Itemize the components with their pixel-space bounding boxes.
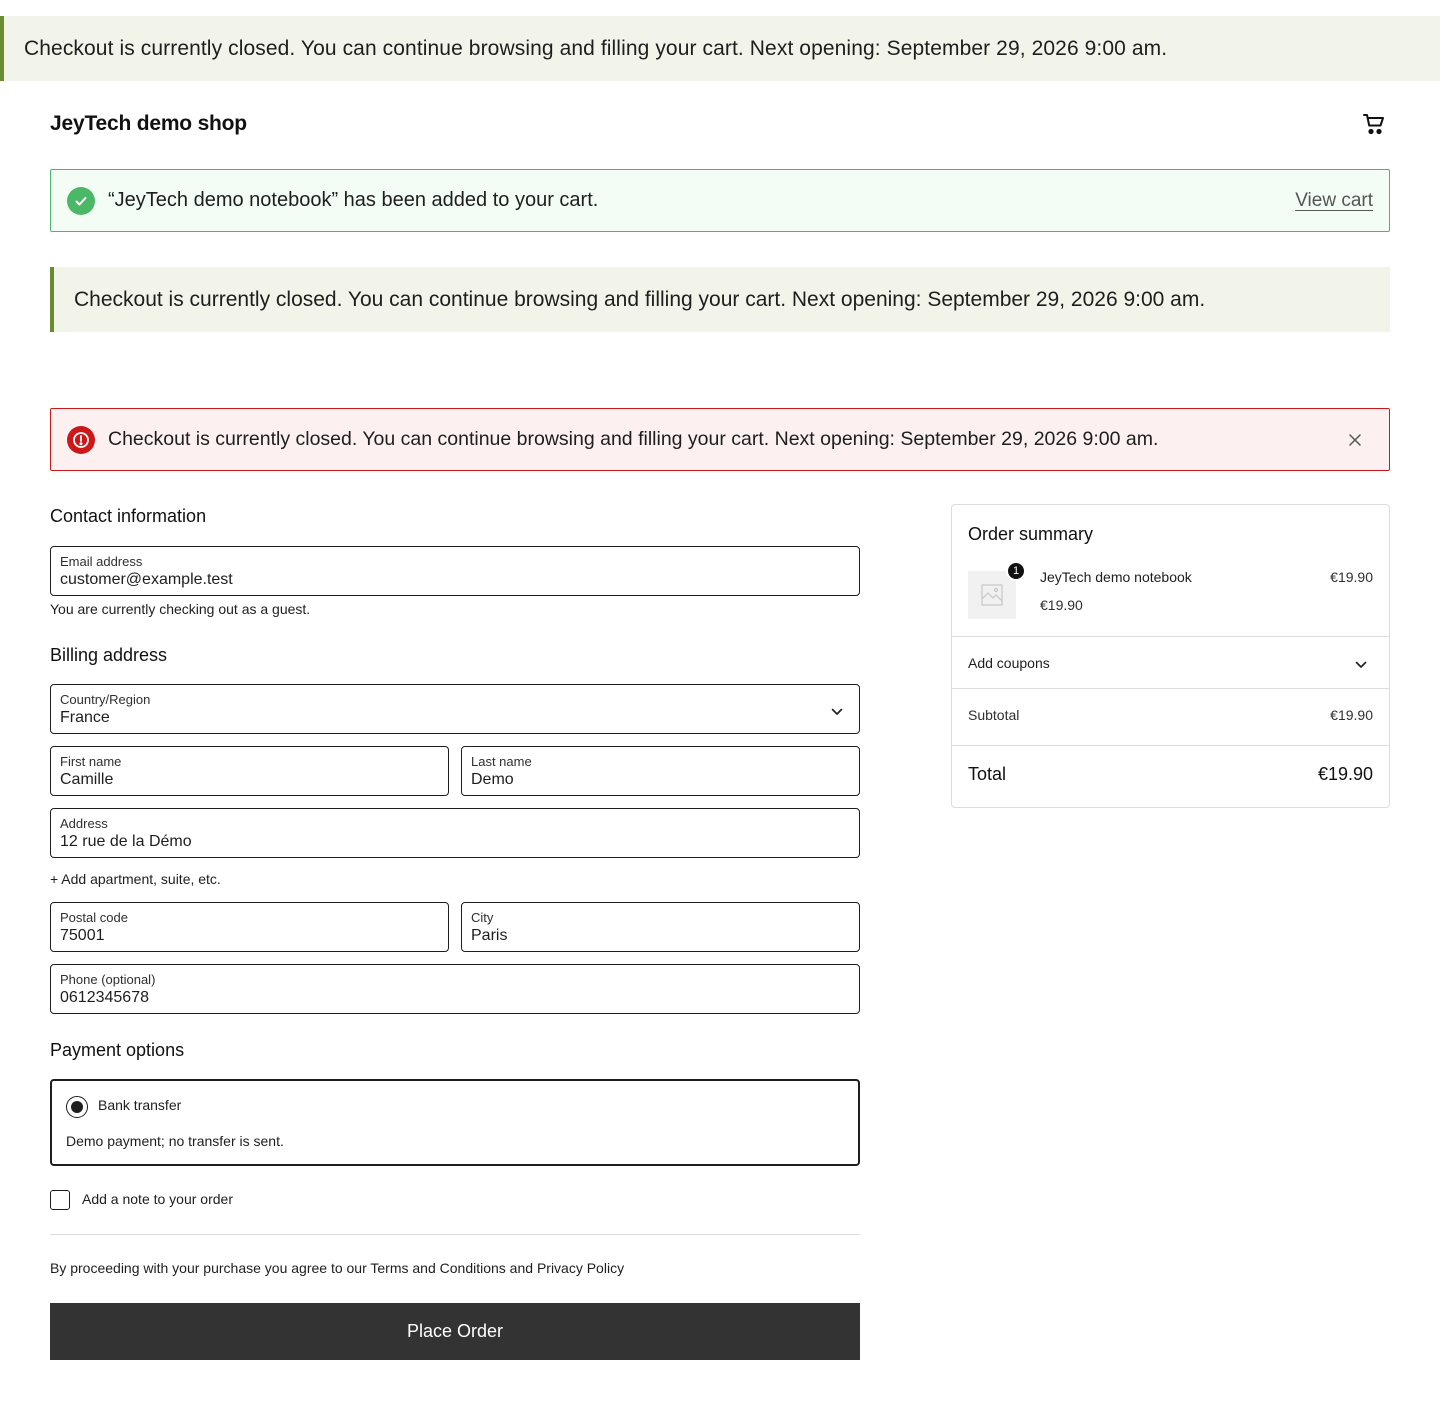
error-message: Checkout is currently closed. You can continue browsing and filling your cart. Next opening: September 29, 2026 9:00 am. (108, 428, 1159, 450)
cart-icon (1362, 112, 1386, 136)
divider (50, 1234, 860, 1235)
phone-field[interactable] (50, 964, 860, 1014)
radio-selected-dot (71, 1101, 83, 1113)
store-notice-text: Checkout is currently closed. You can continue browsing and filling your cart. Next opening: September 29, 2026 9:00 am. (24, 36, 1168, 60)
phone-value[interactable]: 0612345678 (60, 989, 149, 1006)
order-summary-title: Order summary (968, 524, 1094, 544)
phone-label: Phone (optional) (60, 972, 156, 987)
item-line-price: €19.90 (1330, 569, 1373, 585)
postal-code-label: Postal code (60, 910, 128, 925)
first-name-field[interactable] (50, 746, 449, 796)
postal-code-field[interactable] (50, 902, 449, 952)
close-icon[interactable] (1345, 430, 1365, 450)
last-name-field[interactable] (461, 746, 860, 796)
chevron-down-icon[interactable] (831, 703, 843, 721)
country-select[interactable] (50, 684, 860, 734)
payment-method-option[interactable] (50, 1079, 860, 1166)
subtotal-value: €19.90 (1330, 707, 1373, 723)
city-field[interactable] (461, 902, 860, 952)
terms-prefix: By proceeding with your purchase you agree to our (50, 1260, 371, 1276)
terms-link[interactable]: Terms and Conditions (370, 1260, 506, 1276)
checkmark-icon (67, 187, 95, 215)
error-notice (50, 408, 1390, 471)
email-label: Email address (60, 554, 143, 569)
payment-method-description: Demo payment; no transfer is sent. (66, 1133, 284, 1149)
site-header (50, 104, 1390, 144)
placeholder-image-icon (980, 583, 1004, 607)
total-value: €19.90 (1317, 764, 1373, 784)
last-name-label: Last name (471, 754, 532, 769)
payment-radio[interactable] (66, 1096, 88, 1118)
add-coupons-toggle[interactable]: Add coupons (968, 655, 1050, 671)
address-label: Address (60, 816, 108, 831)
address-field[interactable] (50, 808, 860, 858)
store-notice-banner (0, 16, 1440, 81)
cart-button[interactable] (1360, 110, 1388, 138)
summary-divider (952, 745, 1389, 746)
checkout-closed-notice (50, 267, 1390, 332)
privacy-link[interactable]: Privacy Policy (536, 1260, 625, 1276)
item-unit-price: €19.90 (1040, 597, 1083, 613)
terms-middle: and (505, 1260, 537, 1276)
site-title[interactable]: JeyTech demo shop (50, 112, 247, 135)
country-value[interactable]: France (60, 709, 110, 726)
terms-text (50, 1260, 624, 1276)
last-name-value[interactable]: Demo (471, 771, 514, 788)
success-message: “JeyTech demo notebook” has been added to your cart. (108, 189, 599, 211)
total-label: Total (968, 764, 1007, 784)
subtotal-label: Subtotal (968, 707, 1020, 723)
first-name-label: First name (60, 754, 122, 769)
postal-code-value[interactable]: 75001 (60, 927, 105, 944)
item-name: JeyTech demo notebook (1040, 569, 1192, 585)
city-label: City (471, 910, 494, 925)
email-value[interactable]: customer@example.test (60, 571, 233, 588)
add-apartment-link[interactable]: + Add apartment, suite, etc. (50, 871, 221, 887)
order-note-checkbox[interactable] (50, 1190, 70, 1210)
view-cart-link[interactable]: View cart (1295, 189, 1373, 211)
city-value[interactable]: Paris (471, 927, 508, 944)
alert-icon (67, 426, 95, 454)
first-name-value[interactable]: Camille (60, 771, 114, 788)
quantity-badge: 1 (1006, 561, 1026, 581)
summary-divider (952, 636, 1389, 637)
billing-section-title: Billing address (50, 645, 168, 665)
payment-section-title: Payment options (50, 1040, 185, 1060)
summary-divider (952, 688, 1389, 689)
checkout-closed-text: Checkout is currently closed. You can continue browsing and filling your cart. Next opening: September 29, 2026 9:00 am. (74, 287, 1206, 311)
order-summary-panel (951, 504, 1390, 808)
order-note-label[interactable]: Add a note to your order (82, 1191, 233, 1207)
address-value[interactable]: 12 rue de la Démo (60, 833, 192, 850)
country-label: Country/Region (60, 692, 151, 707)
email-field[interactable] (50, 546, 860, 596)
guest-note: You are currently checking out as a guest. (50, 601, 311, 617)
success-notice (50, 169, 1390, 232)
chevron-down-icon[interactable] (1355, 656, 1367, 674)
place-order-button[interactable]: Place Order (50, 1303, 860, 1360)
contact-section-title: Contact information (50, 506, 207, 526)
payment-method-label[interactable]: Bank transfer (98, 1097, 182, 1113)
